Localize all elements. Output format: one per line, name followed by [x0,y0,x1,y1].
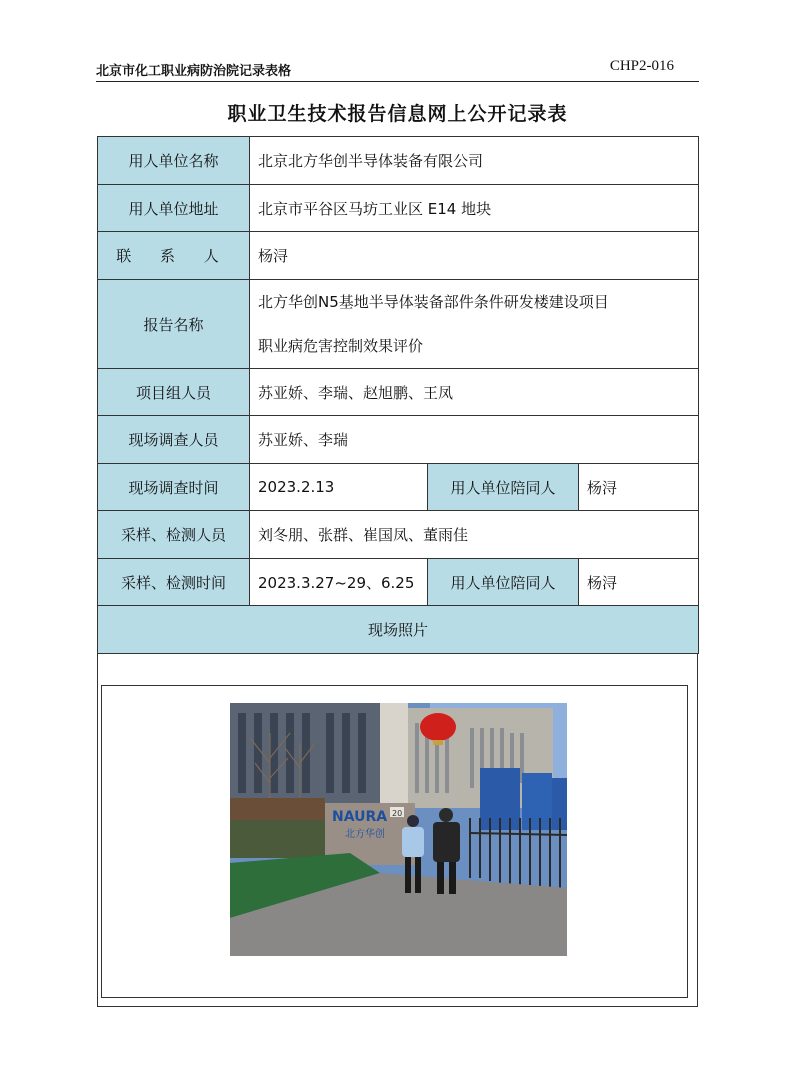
escort-value-1: 杨浔 [579,464,699,511]
row-report-name [98,280,699,369]
contact-value: 杨浔 [250,232,699,280]
report-name-line-2: 职业病危害控制效果评价 [258,337,424,355]
survey-time-label: 现场调查时间 [98,464,250,511]
report-name-label: 报告名称 [98,280,250,369]
report-name-value [250,280,699,369]
record-form-table [97,136,699,654]
row-survey-staff [98,416,699,464]
sign-subtext: 北方华创 [345,829,385,840]
row-survey-time [98,464,699,511]
team-label: 项目组人员 [98,369,250,416]
escort-label-2: 用人单位陪同人 [428,559,579,606]
row-sampling-staff [98,511,699,559]
header-organization: 北京市化工职业病防治院记录表格 [96,64,292,79]
row-sampling-time [98,559,699,606]
row-employer-name [98,137,699,185]
sampling-time-value: 2023.3.27~29、6.25 [250,559,428,606]
gate-number: 20 [392,809,403,818]
sign-text: NAURA [332,809,388,825]
contact-label: 联 系 人 [98,232,250,280]
photo-section-header: 现场照片 [98,606,699,654]
escort-value-2: 杨浔 [579,559,699,606]
survey-time-value: 2023.2.13 [250,464,428,511]
employer-address-value: 北京市平谷区马坊工业区 E14 地块 [250,185,699,232]
form-code: CHP2-016 [609,58,674,74]
page-title: 职业卫生技术报告信息网上公开记录表 [227,103,568,125]
sampling-staff-value: 刘冬朋、张群、崔国凤、董雨佳 [250,511,699,559]
survey-staff-label: 现场调查人员 [98,416,250,464]
site-photo [230,703,567,956]
employer-name-label: 用人单位名称 [98,137,250,185]
row-employer-address [98,185,699,232]
sampling-staff-label: 采样、检测人员 [98,511,250,559]
escort-label-1: 用人单位陪同人 [428,464,579,511]
report-name-line-1: 北方华创N5基地半导体装备部件条件研发楼建设项目 [258,293,609,311]
employer-name-value: 北京北方华创半导体装备有限公司 [250,137,699,185]
row-photo-section [98,606,699,654]
employer-address-label: 用人单位地址 [98,185,250,232]
header-divider [96,81,699,82]
red-lantern [420,713,456,741]
sampling-time-label: 采样、检测时间 [98,559,250,606]
row-contact [98,232,699,280]
survey-staff-value: 苏亚娇、李瑞 [250,416,699,464]
team-value: 苏亚娇、李瑞、赵旭鹏、王凤 [250,369,699,416]
row-team [98,369,699,416]
